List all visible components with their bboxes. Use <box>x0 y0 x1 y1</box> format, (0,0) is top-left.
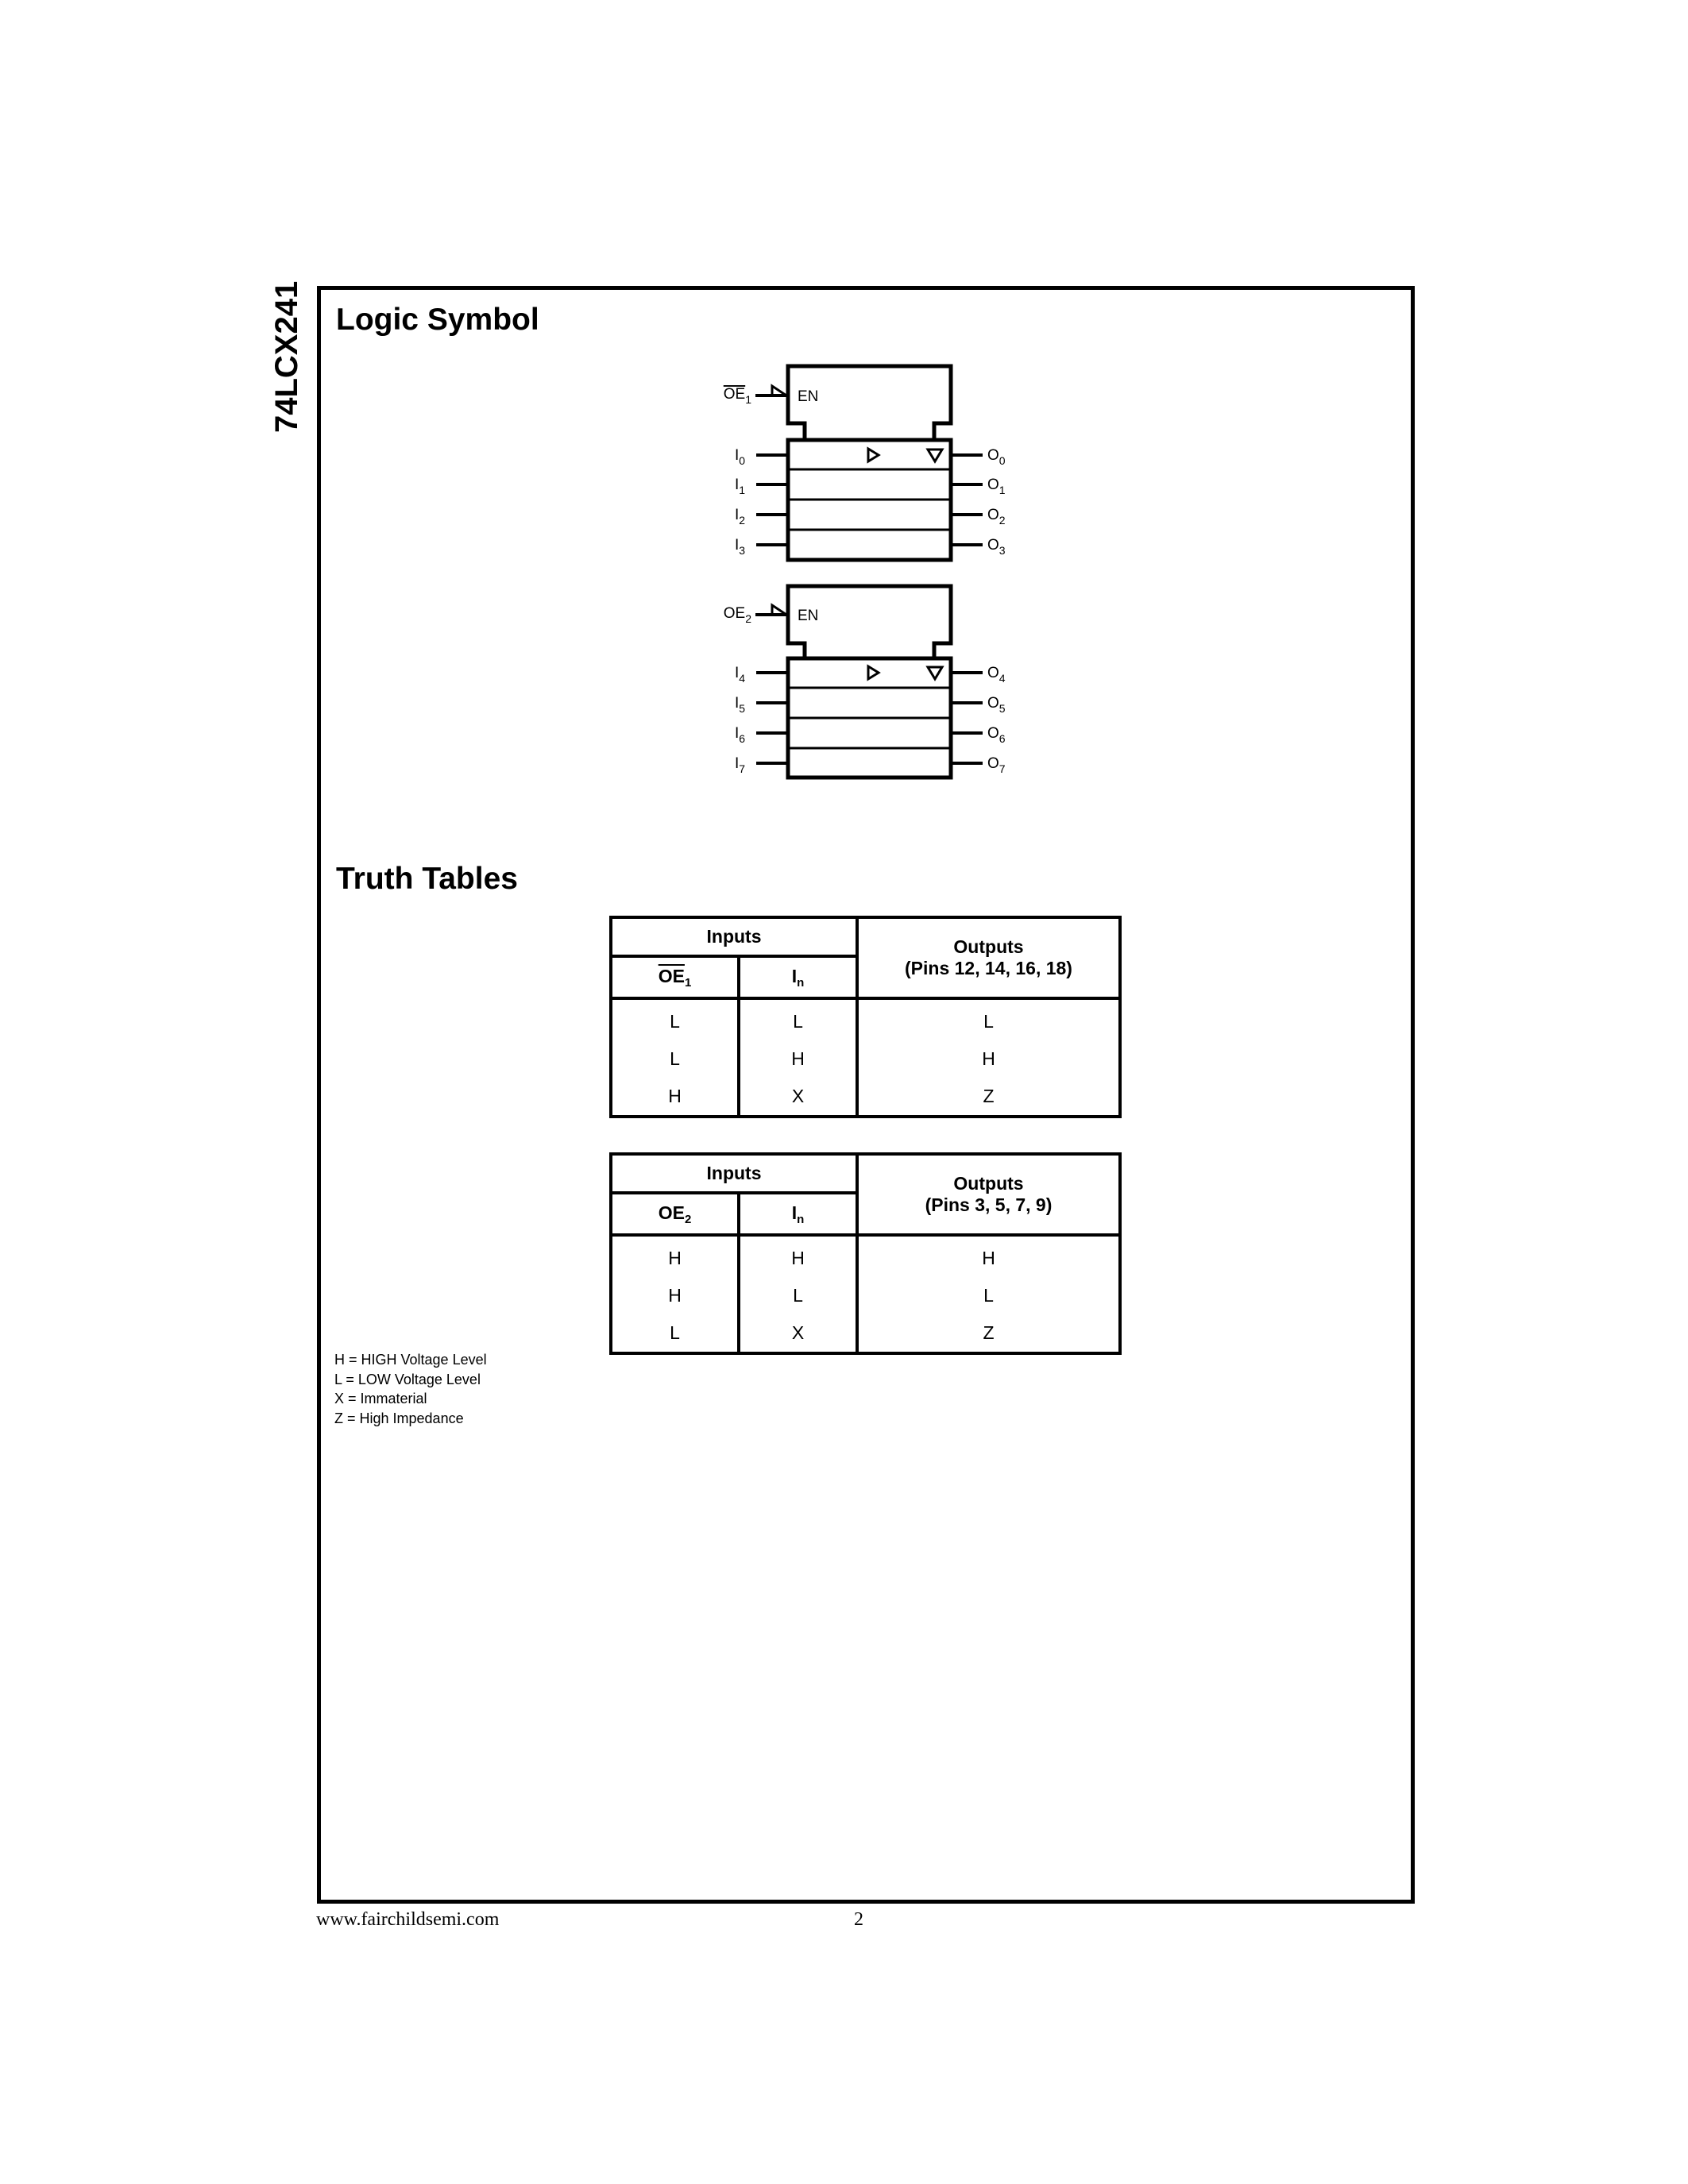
output-pin-label: $O_6$ <box>987 725 1006 745</box>
outputs-pins: (Pins 12, 14, 16, 18) <box>905 958 1072 978</box>
in-subscript: n <box>797 1212 805 1226</box>
inputs-header: Inputs <box>611 1154 857 1193</box>
in-column-header <box>739 956 857 998</box>
cell: H <box>857 1040 1120 1078</box>
input-pin-label: $I_1$ <box>735 477 746 496</box>
cell: L <box>611 1040 739 1078</box>
inputs-header: Inputs <box>611 917 857 956</box>
logic-symbol-heading: Logic Symbol <box>336 303 539 337</box>
page-number: 2 <box>854 1909 863 1930</box>
cell: H <box>857 1235 1120 1277</box>
buffer-block-2 <box>724 586 1006 778</box>
outputs-header <box>857 1154 1120 1235</box>
table-row <box>611 1277 1120 1314</box>
input-pin-label: $I_5$ <box>735 695 746 715</box>
cell: X <box>739 1314 857 1353</box>
cell: Z <box>857 1314 1120 1353</box>
three-state-triangle-icon <box>928 667 942 679</box>
cell: L <box>611 998 739 1040</box>
table-row <box>611 1040 1120 1078</box>
output-pin-label: $O_5$ <box>987 695 1006 715</box>
oe2-column-header <box>611 1193 739 1235</box>
logic-symbol-diagram <box>0 0 1688 794</box>
truth-table-2 <box>609 1152 1122 1355</box>
output-pin-label: $O_7$ <box>987 755 1006 775</box>
table-row <box>611 1235 1120 1277</box>
cell: L <box>611 1314 739 1353</box>
truth-table-legend <box>334 1350 487 1428</box>
truth-table-1 <box>609 916 1122 1118</box>
oe-subscript: 2 <box>684 1212 692 1226</box>
cell: Z <box>857 1078 1120 1117</box>
cell: L <box>857 998 1120 1040</box>
in-subscript: n <box>797 975 805 990</box>
in-column-header <box>739 1193 857 1235</box>
oe1-column-header <box>611 956 739 998</box>
input-pin-label: $I_3$ <box>735 537 746 557</box>
input-pin-label: $I_7$ <box>735 755 746 775</box>
legend-item: X = Immaterial <box>334 1391 427 1406</box>
outputs-pins: (Pins 3, 5, 7, 9) <box>925 1194 1053 1215</box>
truth-tables-heading: Truth Tables <box>336 862 518 896</box>
output-pin-label: $O_0$ <box>987 447 1006 467</box>
table-row <box>611 1314 1120 1353</box>
en-label: EN <box>798 608 819 624</box>
legend-item: L = LOW Voltage Level <box>334 1371 481 1387</box>
legend-item: H = HIGH Voltage Level <box>334 1352 487 1368</box>
footer-website-link[interactable]: www.fairchildsemi.com <box>316 1909 500 1930</box>
part-number-vertical-title: 74LCX241 <box>269 280 304 433</box>
output-pin-label: $O_4$ <box>987 665 1006 685</box>
buffer-block-1 <box>724 366 1006 560</box>
cell: L <box>739 998 857 1040</box>
cell: H <box>739 1235 857 1277</box>
input-pin-label: $I_0$ <box>735 447 746 467</box>
table-row <box>611 998 1120 1040</box>
cell: H <box>739 1040 857 1078</box>
three-state-triangle-icon <box>928 450 942 461</box>
cell: H <box>611 1235 739 1277</box>
oe-label: $\overline{OE}$ <box>658 965 685 986</box>
cell: L <box>739 1277 857 1314</box>
in-label: I <box>791 965 798 986</box>
cell: H <box>611 1078 739 1117</box>
cell: L <box>857 1277 1120 1314</box>
output-pin-label: $O_2$ <box>987 507 1006 527</box>
buffer-triangle-icon <box>868 449 879 461</box>
legend-item: Z = High Impedance <box>334 1410 464 1426</box>
cell: H <box>611 1277 739 1314</box>
oe-subscript: 1 <box>684 975 692 990</box>
outputs-title: Outputs <box>953 936 1024 957</box>
output-pin-label: $O_1$ <box>987 477 1006 496</box>
buffer-triangle-icon <box>868 666 879 679</box>
en-label: EN <box>798 388 819 405</box>
input-pin-label: $I_6$ <box>735 725 746 745</box>
enable-pin-label: $OE_1$ <box>723 386 751 406</box>
cell: X <box>739 1078 857 1117</box>
table-row <box>611 1078 1120 1117</box>
input-pin-label: $I_2$ <box>735 507 746 527</box>
in-label: I <box>791 1202 798 1223</box>
input-pin-label: $I_4$ <box>735 665 746 685</box>
output-pin-label: $O_3$ <box>987 537 1006 557</box>
oe-label: OE <box>658 1202 685 1223</box>
outputs-title: Outputs <box>953 1173 1024 1194</box>
enable-pin-label: $OE_2$ <box>723 605 751 625</box>
outputs-header <box>857 917 1120 998</box>
